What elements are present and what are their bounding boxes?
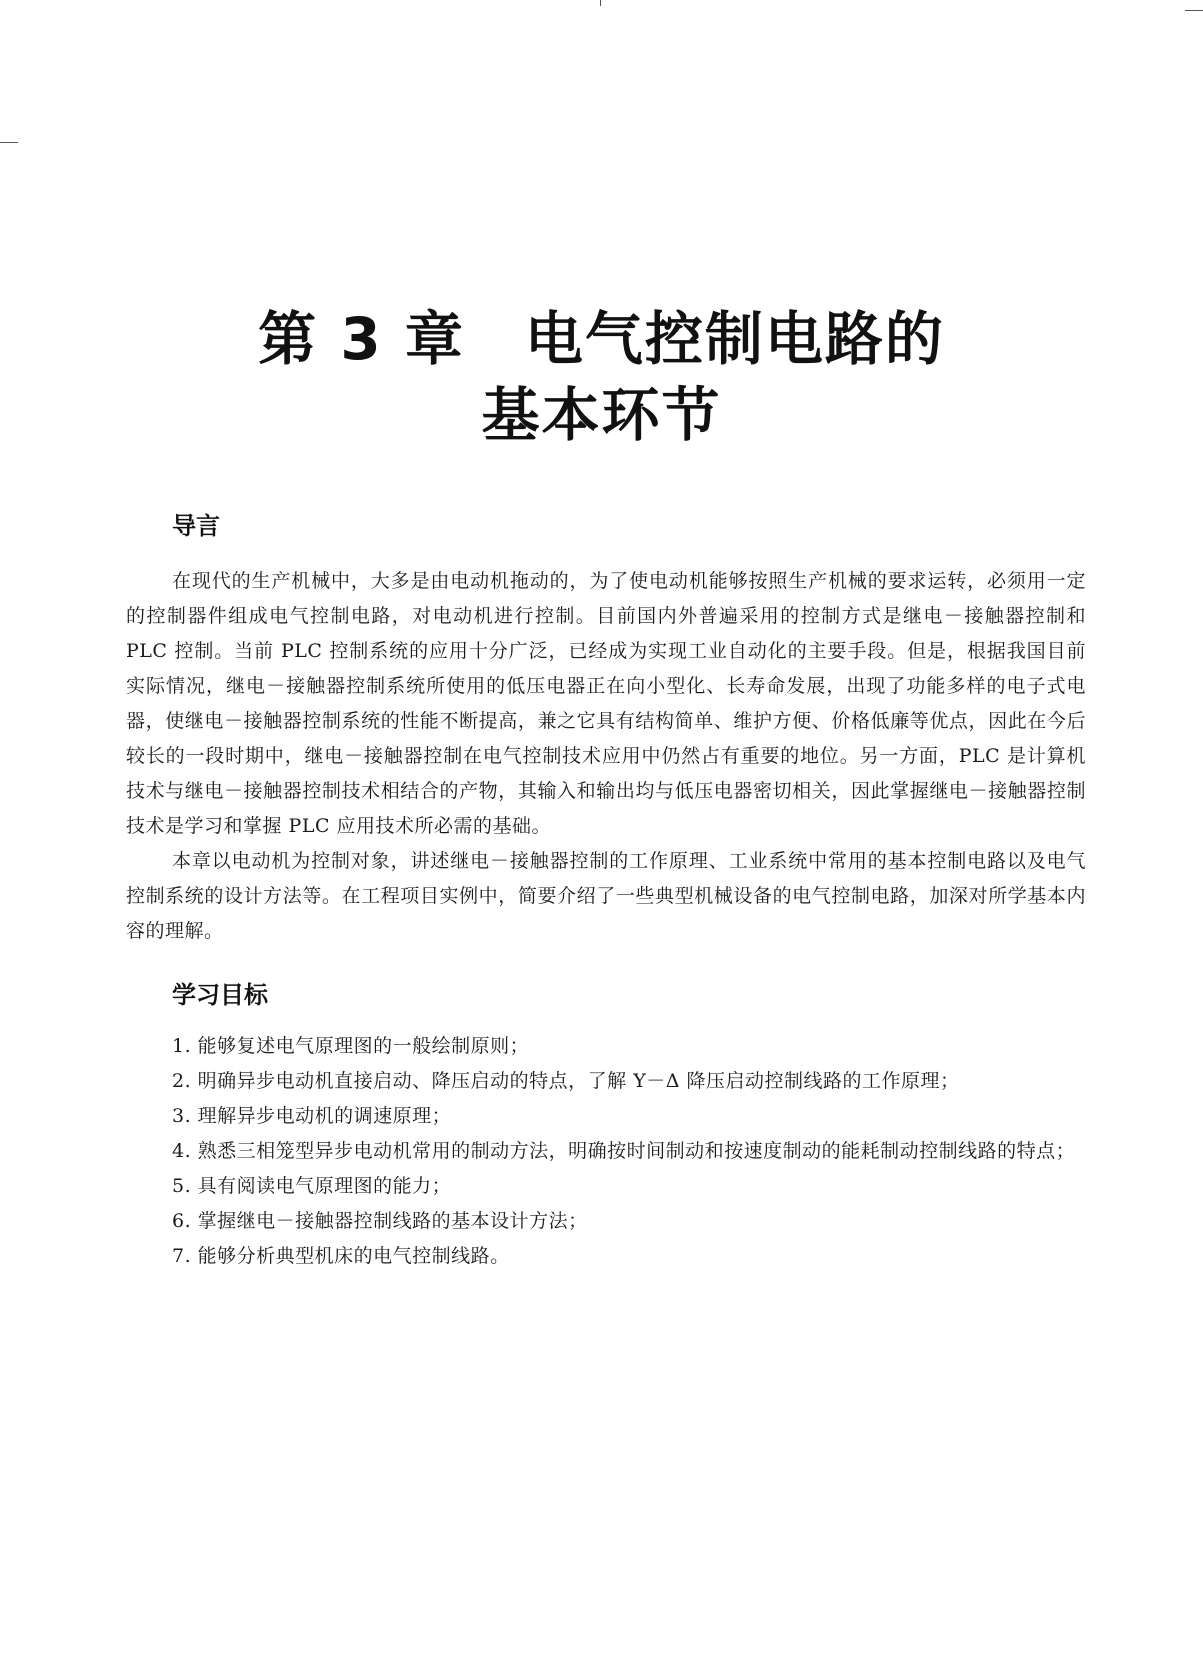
goal-item-6: 6. 掌握继电－接触器控制线路的基本设计方法；	[172, 1210, 588, 1232]
intro-paragraph-2: 本章以电动机为控制对象，讲述继电－接触器控制的工作原理、工业系统中常用的基本控制电路以及电气控制系统的设计方法等。在工程项目实例中，简要介绍了一些典型机械设备的电气控制电路，加深对所学基本内容的理解。	[126, 850, 1086, 942]
goal-item-2: 2. 明确异步电动机直接启动、降压启动的特点，了解 Y－Δ 降压启动控制线路的工作原理；	[172, 1070, 960, 1092]
intro-heading: 导言	[172, 512, 220, 540]
chapter-title-line-2: 基本环节	[481, 380, 722, 449]
chapter-title-line-1: 第 3 章 电气控制电路的	[258, 304, 945, 373]
goal-item-3: 3. 理解异步电动机的调速原理；	[172, 1105, 452, 1127]
intro-body	[126, 564, 1086, 949]
goal-item-4: 4. 熟悉三相笼型异步电动机常用的制动方法，明确按时间制动和按速度制动的能耗制动控制线路的特点；	[172, 1140, 1076, 1162]
chapter-title	[0, 301, 1203, 453]
crop-mark-left	[0, 142, 18, 143]
goal-item-7: 7. 能够分析典型机床的电气控制线路。	[172, 1245, 510, 1267]
crop-mark-right	[1185, 10, 1203, 11]
intro-paragraph-1: 在现代的生产机械中，大多是由电动机拖动的，为了使电动机能够按照生产机械的要求运转，必须用一定的控制器件组成电气控制电路，对电动机进行控制。目前国内外普遍采用的控制方式是继电－接触器控制和 PLC 控制。当前 PLC 控制系统的应用十分广泛，已经成为实现工业自动化的主要手段。但是，根据我国目前实际情况，继电－接触器控制系统所使用的低压电器正在向小型化、长寿命发展，出现了功能多样的电子式电器，使继电－接触器控制系统的性能不断提高，兼之它具有结构简单、维护方便、价格低廉等优点，因此在今后较长的一段时期中，继电－接触器控制在电气控制技术应用中仍然占有重要的地位。另一方面，PLC 是计算机技术与继电－接触器控制技术相结合的产物，其输入和输出均与低压电器密切相关，因此掌握继电－接触器控制技术是学习和掌握 PLC 应用技术所必需的基础。	[126, 570, 1086, 837]
goals-heading: 学习目标	[172, 981, 268, 1009]
goal-item-5: 5. 具有阅读电气原理图的能力；	[172, 1175, 452, 1197]
goals-list	[126, 1029, 1086, 1274]
chapter-content	[126, 508, 1086, 1274]
crop-mark-top	[600, 0, 601, 6]
goal-item-1: 1. 能够复述电气原理图的一般绘制原则；	[172, 1035, 530, 1057]
